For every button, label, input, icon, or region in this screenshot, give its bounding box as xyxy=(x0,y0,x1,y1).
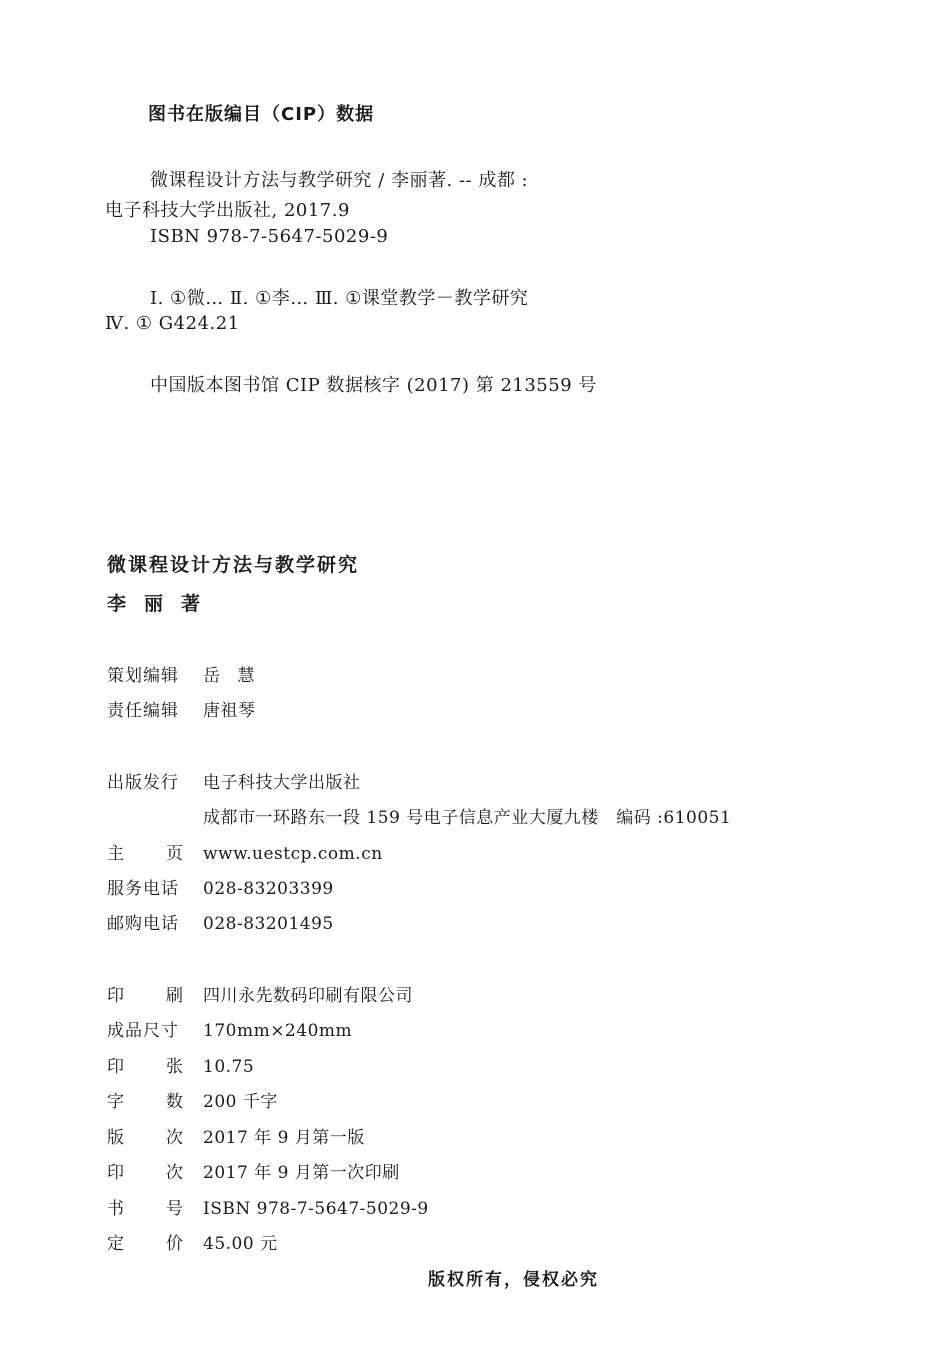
spec-row-sheets xyxy=(107,1052,254,1077)
spec-value: ISBN 978-7-5647-5029-9 xyxy=(203,1199,429,1219)
spec-value: 四川永先数码印刷有限公司 xyxy=(203,986,413,1006)
label-char: 版 xyxy=(107,1128,124,1148)
spec-label: 成品尺寸 xyxy=(107,1021,179,1041)
spec-value: 10.75 xyxy=(203,1057,255,1077)
book-author: 李丽著 xyxy=(107,593,219,615)
label-char: 次 xyxy=(166,1163,183,1183)
spec-label xyxy=(107,981,183,1006)
label-char: 号 xyxy=(166,1199,183,1219)
label-char: 定 xyxy=(107,1234,124,1254)
contact-value: 028-83203399 xyxy=(203,879,334,899)
label-char: 印 xyxy=(107,1057,124,1077)
cip-publisher-line: 电子科技大学出版社, 2017.9 xyxy=(105,200,350,221)
spec-row-printer xyxy=(107,981,413,1006)
spec-row-price xyxy=(107,1229,278,1254)
spec-value: 2017 年 9 月第一次印刷 xyxy=(203,1163,400,1183)
editor-row-planning xyxy=(107,661,260,686)
editor-label: 责任编辑 xyxy=(107,701,179,721)
spec-row-wordcount xyxy=(107,1087,278,1112)
spec-row-size xyxy=(107,1016,352,1041)
spec-value: 200 千字 xyxy=(203,1092,278,1112)
contact-row-mail-phone xyxy=(107,909,334,934)
label-char: 数 xyxy=(166,1092,183,1112)
publisher-address: 成都市一环路东一段 159 号电子信息产业大厦九楼 编码 :610051 xyxy=(203,808,732,828)
contact-row-homepage xyxy=(107,839,383,864)
spec-label xyxy=(107,1052,183,1077)
spec-value: 2017 年 9 月第一版 xyxy=(203,1128,365,1148)
label-char: 价 xyxy=(166,1234,183,1254)
label-char: 次 xyxy=(166,1128,183,1148)
label-char: 印 xyxy=(107,986,124,1006)
spec-label xyxy=(107,1087,183,1112)
contact-label: 服务电话 xyxy=(107,879,179,899)
cip-title-line: 微课程设计方法与教学研究 / 李丽著. -- 成都 : xyxy=(150,170,529,191)
label-char: 页 xyxy=(166,844,183,864)
homepage-link[interactable]: www.uestcp.com.cn xyxy=(203,844,383,864)
publisher-name: 电子科技大学出版社 xyxy=(203,773,361,793)
spec-label xyxy=(107,1194,183,1219)
spec-row-edition xyxy=(107,1123,365,1148)
editor-value: 唐祖琴 xyxy=(203,701,256,721)
spec-value: 170mm×240mm xyxy=(203,1021,353,1041)
editor-row-responsible xyxy=(107,696,256,721)
label-char: 书 xyxy=(107,1199,124,1219)
cip-isbn-line: ISBN 978-7-5647-5029-9 xyxy=(150,226,389,247)
cip-classification-line-2: Ⅳ. ① G424.21 xyxy=(105,313,240,334)
contact-row-service-phone xyxy=(107,874,334,899)
label-char: 主 xyxy=(107,844,124,864)
spec-label xyxy=(107,1123,183,1148)
cip-classification-line: Ⅰ. ①微… Ⅱ. ①李… Ⅲ. ①课堂教学－教学研究 xyxy=(150,288,529,309)
contact-label xyxy=(107,839,183,864)
spec-row-isbn xyxy=(107,1194,429,1219)
contact-label: 邮购电话 xyxy=(107,914,179,934)
spec-label xyxy=(107,1158,183,1183)
publisher-label: 出版发行 xyxy=(107,773,179,793)
book-title: 微课程设计方法与教学研究 xyxy=(107,554,360,576)
contact-value: 028-83201495 xyxy=(203,914,334,934)
spec-row-printing xyxy=(107,1158,400,1183)
spec-value: 45.00 元 xyxy=(203,1234,278,1254)
publisher-row xyxy=(107,768,361,793)
editor-value: 岳 慧 xyxy=(203,666,261,686)
cip-header: 图书在版编目（CIP）数据 xyxy=(148,104,375,125)
spec-label xyxy=(107,1229,183,1254)
label-char: 印 xyxy=(107,1163,124,1183)
copyright-notice: 版权所有，侵权必究 xyxy=(428,1270,599,1290)
label-char: 刷 xyxy=(166,986,183,1006)
cip-verification-line: 中国版本图书馆 CIP 数据核字 (2017) 第 213559 号 xyxy=(150,375,597,396)
label-char: 字 xyxy=(107,1092,124,1112)
editor-label: 策划编辑 xyxy=(107,666,179,686)
label-char: 张 xyxy=(166,1057,183,1077)
